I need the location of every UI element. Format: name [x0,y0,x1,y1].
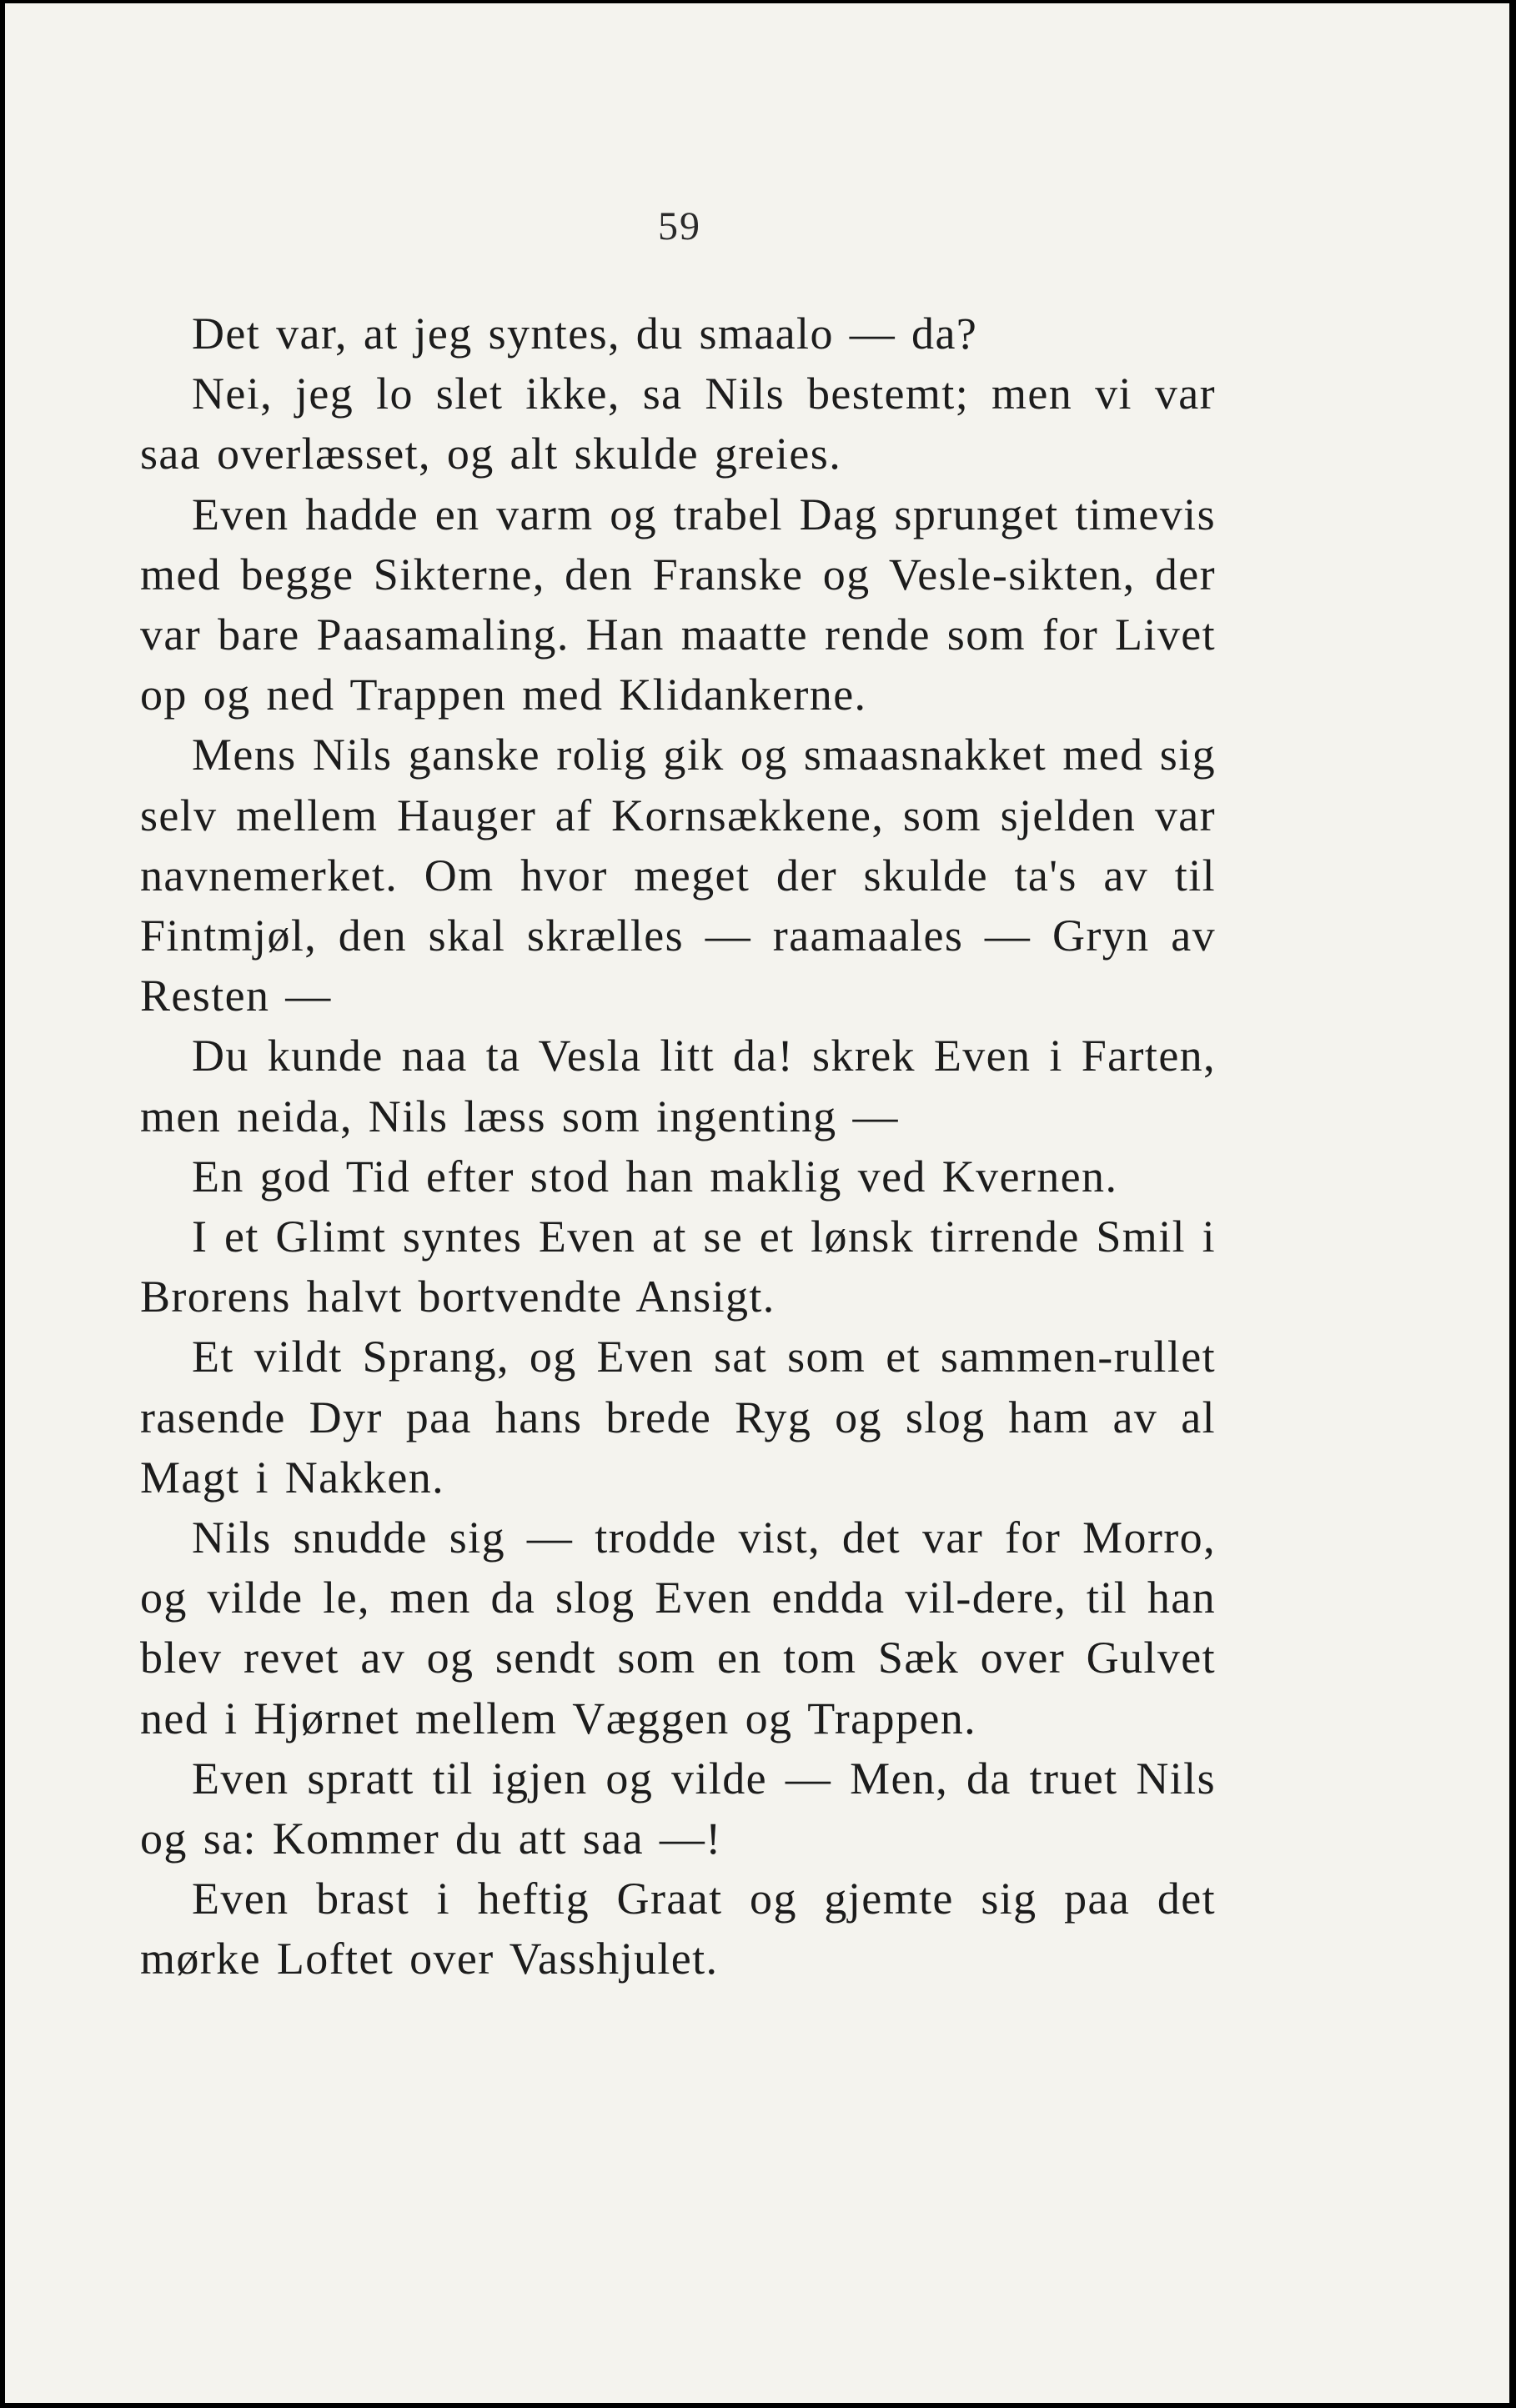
paragraph: Nei, jeg lo slet ikke, sa Nils bestemt; men vi var saa overlæsset, og alt skulde greies. [140,369,1216,479]
paragraph: Even hadde en varm og trabel Dag sprunget timevis med begge Sikterne, den Franske og Vesle-sikten, der var bare Paasamaling. Han maatte rende som for Livet op og ned Trappen med Klidankerne. [140,489,1216,720]
paragraph: Et vildt Sprang, og Even sat som et sammen-rullet rasende Dyr paa hans brede Ryg og slog ham av al Magt i Nakken. [140,1332,1216,1502]
paragraph: Mens Nils ganske rolig gik og smaasnakket med sig selv mellem Hauger af Kornsækkene, som sjelden var navnemerket. Om hvor meget der skulde ta's av til Fintmjøl, den skal skrælles — raamaales — Gryn av Resten — [140,730,1216,1021]
paragraph: Du kunde naa ta Vesla litt da! skrek Even i Farten, men neida, Nils læss som ingenting — [140,1031,1216,1141]
paragraph: En god Tid efter stod han maklig ved Kvernen. [192,1151,1118,1201]
paragraph: Det var, at jeg syntes, du smaalo — da? [192,309,978,359]
paragraph: Even brast i heftig Graat og gjemte sig paa det mørke Loftet over Vasshjulet. [140,1874,1216,1984]
body-text [140,304,1216,1989]
paragraph: Even spratt til igjen og vilde — Men, da truet Nils og sa: Kommer du att saa —! [140,1753,1216,1864]
book-page [5,3,1509,2403]
paragraph: I et Glimt syntes Even at se et lønsk tirrende Smil i Brorens halvt bortvendte Ansigt. [140,1212,1216,1322]
paragraph: Nils snudde sig — trodde vist, det var for Morro, og vilde le, men da slog Even endda vil-dere, til han blev revet av og sendt som en tom Sæk over Gulvet ned i Hjørnet mellem Væggen og Trappen. [140,1513,1216,1743]
page-number: 59 [658,204,701,248]
